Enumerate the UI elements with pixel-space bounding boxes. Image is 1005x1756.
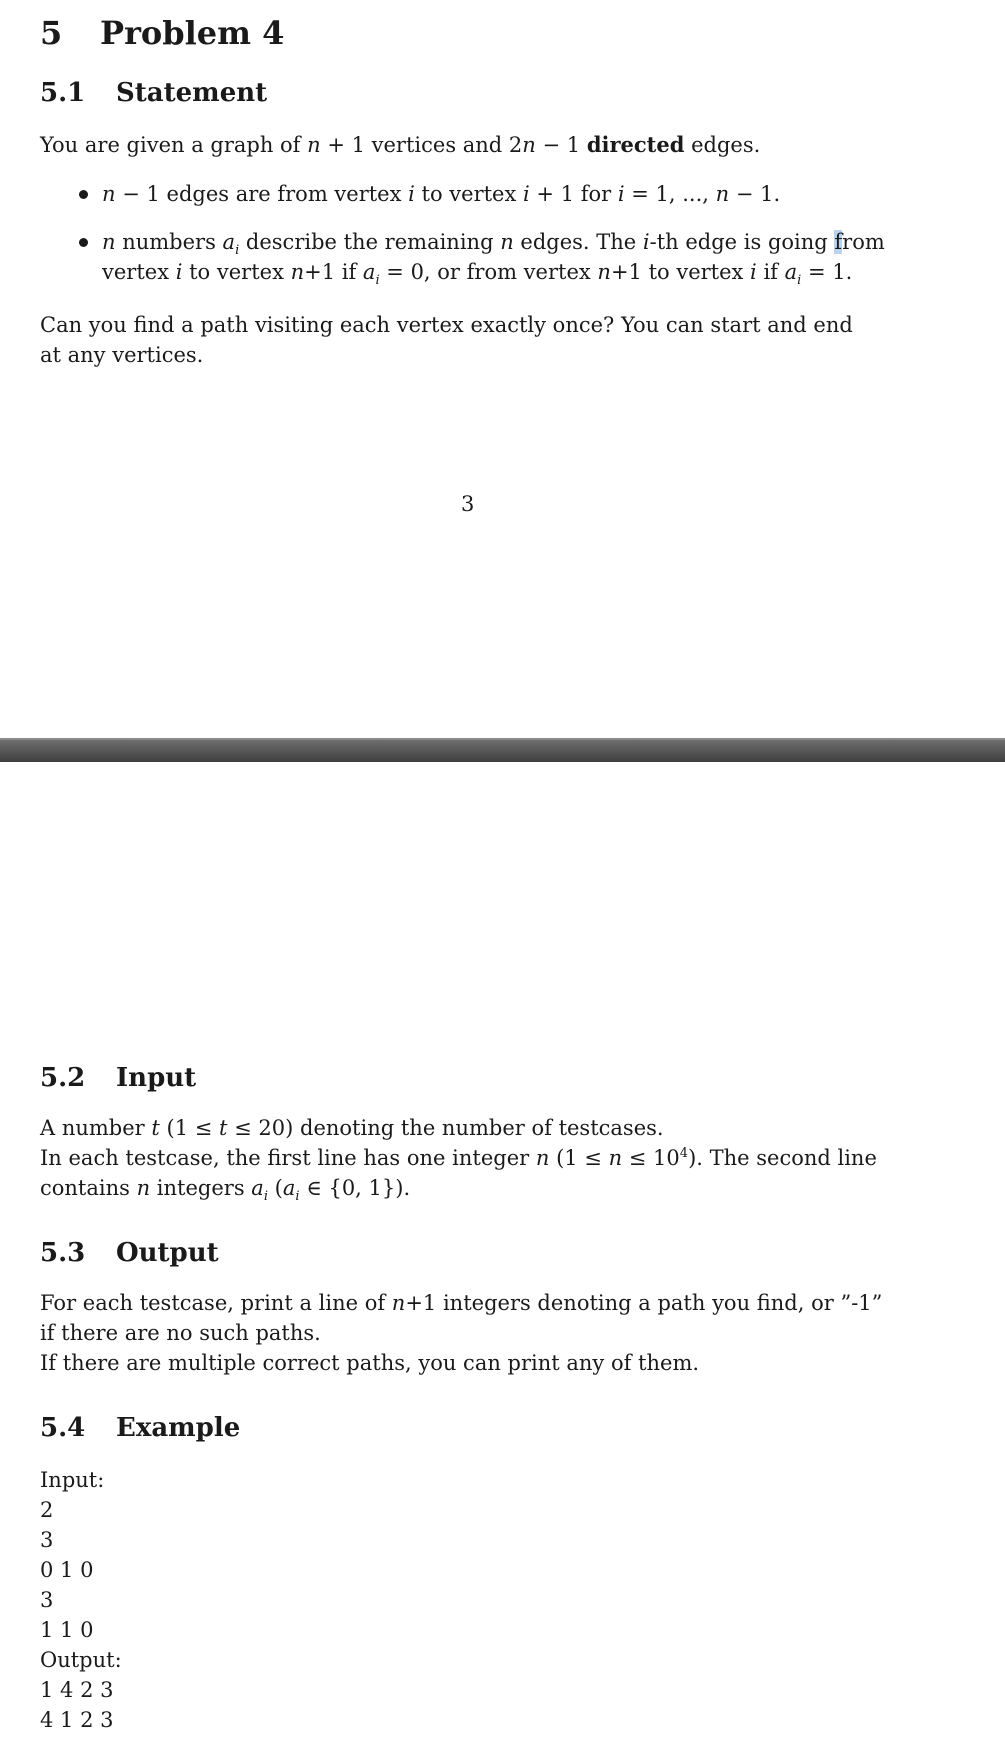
statement-heading xyxy=(40,78,267,108)
example-input-line: 3 xyxy=(40,1528,54,1552)
example-output-label: Output: xyxy=(40,1648,122,1672)
section-number: 5 xyxy=(40,14,63,52)
example-title: Example xyxy=(116,1413,241,1443)
page-3 xyxy=(0,0,1005,738)
statement-intro: You are given a graph of n + 1 vertices and 2n − 1 directed edges. xyxy=(40,132,761,157)
statement-bullet-2: n numbers $a_i$ describe the remaining n edges. The i-th edge is going from vertex i to vertex n+1 if $a_i = 0$, or from vertex n+1 to vertex i if $a_i = 1$. xyxy=(102,230,885,289)
example-number: 5.4 xyxy=(40,1413,86,1443)
input-title: Input xyxy=(116,1063,197,1093)
example-input-line: 1 1 0 xyxy=(40,1618,94,1642)
bullet-icon xyxy=(79,238,88,247)
page-number: 3 xyxy=(461,492,475,516)
output-text: For each testcase, print a line of n+1 integers denoting a path you find, or ”-1” if there are no such paths. If there are multiple correct paths, you can print any of them. xyxy=(40,1291,883,1375)
example-input-label: Input: xyxy=(40,1468,105,1492)
statement-bullet-1: n − 1 edges are from vertex i to vertex i + 1 for i = 1, ..., n − 1. xyxy=(102,182,781,206)
statement-title: Statement xyxy=(116,78,268,108)
input-heading xyxy=(40,1063,196,1093)
page-divider xyxy=(0,738,1005,762)
section-heading xyxy=(40,14,284,52)
example-output-line: 4 1 2 3 xyxy=(40,1708,114,1732)
output-heading xyxy=(40,1238,219,1268)
section-title: Problem 4 xyxy=(100,14,285,52)
statement-question: Can you find a path visiting each vertex exactly once? You can start and end at any vertices. xyxy=(40,313,853,367)
input-text: A number t (1 ≤ t ≤ 20) denoting the number of testcases. In each testcase, the first line has one integer n $(1 \le n \le 10^4)$. The second line contains n integers $a_i$ ($a_i$ ∈ {0, 1}). xyxy=(40,1116,877,1205)
example-input-line: 0 1 0 xyxy=(40,1558,94,1582)
output-number: 5.3 xyxy=(40,1238,86,1268)
output-title: Output xyxy=(116,1238,219,1268)
example-block xyxy=(40,1465,122,1735)
example-heading xyxy=(40,1413,240,1443)
example-input-line: 2 xyxy=(40,1498,54,1522)
page-4 xyxy=(0,762,1005,1756)
statement-number: 5.1 xyxy=(40,78,86,108)
input-number: 5.2 xyxy=(40,1063,86,1093)
bullet-icon xyxy=(79,190,88,199)
example-input-line: 3 xyxy=(40,1588,54,1612)
example-output-line: 1 4 2 3 xyxy=(40,1678,114,1702)
